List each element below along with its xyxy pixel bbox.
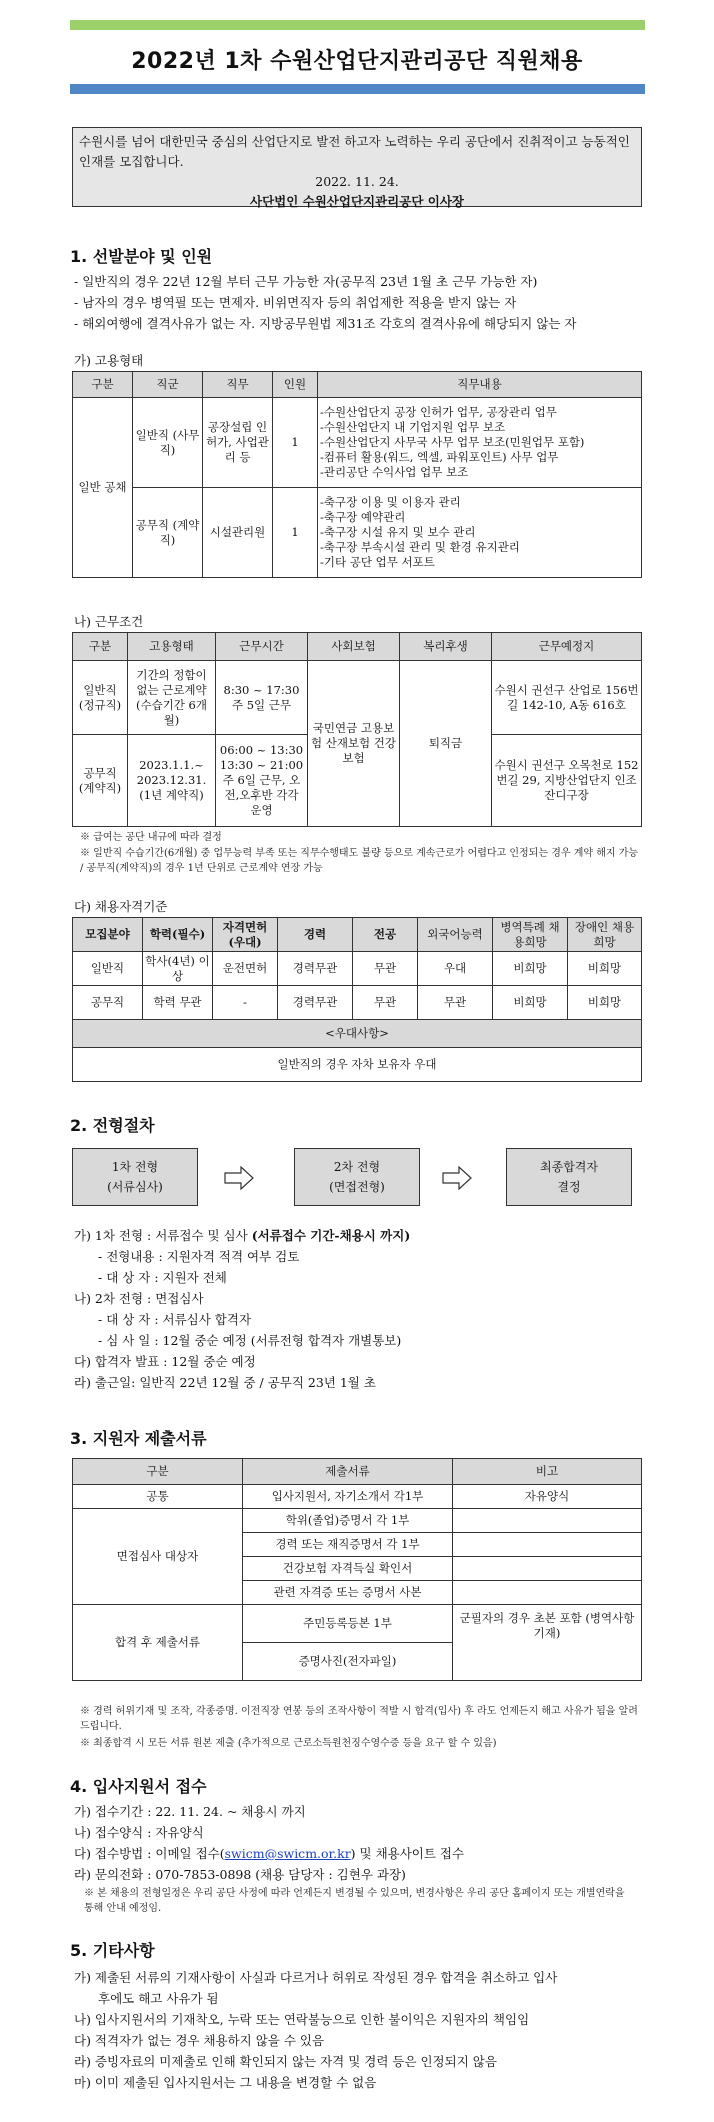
duty-line: -축구장 시설 유지 및 보수 관리 [320, 525, 476, 539]
qual-cell: 비희망 [493, 986, 568, 1020]
section-2-heading: 2. 전형절차 [70, 1116, 155, 1135]
s2-line-text: 가) 1차 전형 : 서류접수 및 심사 [74, 1228, 252, 1243]
misc-item: 라) 증빙자료의 미제출로 인해 확인되지 않는 자격 및 경력 등은 인정되지 않음 [74, 2054, 497, 2069]
duty-line: -컴퓨터 활용(워드, 엑셀, 파워포인트) 사무 업무 [320, 450, 559, 464]
duty-line: -기타 공단 업무 서포트 [320, 555, 435, 569]
work-form-cell: 기간의 정함이 없는 근로계약 (수습기간 6개월) [128, 661, 216, 735]
duty-line: -축구장 부속시설 관리 및 환경 유지관리 [320, 540, 520, 554]
doc-note-cell: 군필자의 경우 초본 포함 (병역사항 기재) [453, 1605, 642, 1681]
duty-line: -수원산업단지 사무국 사무 업무 보조(민원업무 포함) [320, 435, 585, 449]
job-type-cell: 공무직 (계약직) [133, 488, 203, 578]
group-cell: 일반 공채 [73, 398, 133, 578]
s1-bullet: - 해외여행에 결격사유가 없는 자. 지방공무원법 제31조 각호의 결격사유에 해당되지 않는 자 [74, 316, 577, 331]
arrow-right-icon [224, 1166, 254, 1190]
work-label: 나) 근무조건 [74, 614, 144, 629]
qual-cell: 학사(4년) 이상 [143, 952, 213, 986]
count-cell: 1 [273, 398, 318, 488]
qual-cell: 운전면허 [213, 952, 278, 986]
s1-bullet: - 남자의 경우 병역필 또는 면제자. 비위면직자 등의 취업제한 적용을 받지 않는 자 [74, 295, 517, 310]
misc-item: 마) 이미 제출된 입사지원서는 그 내용을 변경할 수 없음 [74, 2075, 377, 2090]
welfare-cell: 퇴직금 [400, 661, 492, 827]
s2-line: - 심 사 일 : 12월 중순 예정 (서류전형 합격자 개별통보) [98, 1333, 402, 1348]
section-4-heading: 4. 입사지원서 접수 [70, 1777, 207, 1796]
section-1-heading: 1. 선발분야 및 인원 [70, 247, 213, 266]
work-form-cell: 2023.1.1.~ 2023.12.31. (1년 계약직) [128, 735, 216, 827]
duty-line: -수원산업단지 공장 인허가 업무, 공장관리 업무 [320, 405, 557, 419]
job-type-cell: 일반직 (사무직) [133, 398, 203, 488]
work-hours-cell: 06:00 ~ 13:30 13:30 ~ 21:00 주 6일 근무, 오전,오후반 각각 운영 [216, 735, 308, 827]
documents-table [72, 1458, 642, 1681]
employment-label: 가) 고용형태 [74, 353, 144, 368]
th-cell: 모집분야 [73, 918, 143, 952]
doc-cell: 증명사진(전자파일) [243, 1643, 453, 1681]
s2-line: - 전형내용 : 지원자격 적격 여부 검토 [98, 1249, 300, 1264]
qual-cell: 무관 [353, 986, 418, 1020]
doc-cell: 건강보험 자격득실 확인서 [243, 1557, 453, 1581]
qual-cell: 비희망 [568, 986, 642, 1020]
th-cell: 직군 [133, 372, 203, 398]
th-cell: 직무 [203, 372, 273, 398]
th-cell: 고용형태 [128, 633, 216, 661]
doc-group-cell: 면접심사 대상자 [73, 1509, 243, 1605]
duty-line: -축구장 이용 및 이용자 관리 [320, 495, 461, 509]
th-cell: 사회보험 [308, 633, 400, 661]
qual-cell: 학력 무관 [143, 986, 213, 1020]
s2-line: 나) 2차 전형 : 면접심사 [74, 1291, 204, 1306]
documents-note: ※ 경력 허위기재 및 조작, 각종증명. 이전직장 연봉 등의 조작사항이 적발 시 합격(입사) 후 라도 언제든지 해고 사유가 됨을 알려 드립니다. [80, 1706, 638, 1732]
doc-cell: 학위(졸업)증명서 각 1부 [243, 1509, 453, 1533]
th-cell: 자격면허 (우대) [213, 918, 278, 952]
s2-line: - 대 상 자 : 서류심사 합격자 [98, 1312, 252, 1327]
duty-line: -수원산업단지 내 기업지원 업무 보조 [320, 420, 506, 434]
doc-note-cell [453, 1557, 642, 1581]
work-type-cell: 일반직 (정규직) [73, 661, 128, 735]
th-cell: 장애인 채용희망 [568, 918, 642, 952]
duties-cell [318, 488, 642, 578]
doc-cell: 경력 또는 재직증명서 각 1부 [243, 1533, 453, 1557]
section-5-heading: 5. 기타사항 [70, 1941, 155, 1960]
section-3-heading: 3. 지원자 제출서류 [70, 1429, 207, 1448]
qual-cell: 우대 [418, 952, 493, 986]
th-cell: 병역특례 채용희망 [493, 918, 568, 952]
qual-cell: 일반직 [73, 952, 143, 986]
work-type-cell: 공무직 (계약직) [73, 735, 128, 827]
work-place-cell: 수원시 권선구 산업로 156번길 142-10, A동 616호 [492, 661, 642, 735]
doc-note-cell [453, 1509, 642, 1533]
employment-table [72, 371, 642, 578]
apply-form: 나) 접수양식 : 자유양식 [74, 1825, 204, 1840]
intro-text: 수원시를 넘어 대한민국 중심의 산업단지로 발전 하고자 노력하는 우리 공단에서 진취적이고 능동적인 인재를 모집합니다. [79, 134, 630, 169]
flow-step-title: 2차 전형 [333, 1160, 381, 1174]
th-cell: 전공 [353, 918, 418, 952]
preference-text: 일반직의 경우 자차 보유자 우대 [73, 1048, 642, 1082]
th-cell: 경력 [278, 918, 353, 952]
email-link[interactable]: swicm@swicm.or.kr [224, 1846, 351, 1861]
doc-group-cell: 공통 [73, 1485, 243, 1509]
qualification-label: 다) 채용자격기준 [74, 899, 168, 914]
apply-contact: 라) 문의전화 : 070-7853-0898 (채용 담당자 : 김현우 과장) [74, 1867, 406, 1882]
job-cell: 공장설립 인허가, 사업관리 등 [203, 398, 273, 488]
th-cell: 구분 [73, 372, 133, 398]
th-cell: 근무시간 [216, 633, 308, 661]
s1-bullet: - 일반직의 경우 22년 12월 부터 근무 가능한 자(공무직 23년 1월 초 근무 가능한 자) [74, 274, 538, 289]
th-cell: 근무예정지 [492, 633, 642, 661]
insurance-cell: 국민연금 고용보험 산재보험 건강보험 [308, 661, 400, 827]
th-cell: 복리후생 [400, 633, 492, 661]
intro-signature: 사단법인 수원산업단지관리공단 이사장 [250, 194, 464, 209]
flow-step-subtitle: 결정 [557, 1180, 581, 1194]
doc-note-cell [453, 1533, 642, 1557]
qualification-table [72, 917, 642, 1082]
work-note: ※ 급여는 공단 내규에 따라 결정 [80, 832, 222, 843]
flow-step-2 [294, 1148, 420, 1206]
th-cell: 제출서류 [243, 1459, 453, 1485]
doc-note-cell: 자유양식 [453, 1485, 642, 1509]
intro-box [72, 127, 642, 207]
misc-item: 나) 입사지원서의 기재착오, 누락 또는 연락불능으로 인한 불이익은 지원자의 책임임 [74, 2012, 530, 2027]
s2-line: 다) 합격자 발표 : 12월 중순 예정 [74, 1354, 256, 1369]
qual-cell: 공무직 [73, 986, 143, 1020]
documents-note: ※ 최종합격 시 모든 서류 원본 제출 (추가적으로 근로소득원천징수영수증 등을 요구 할 수 있음) [80, 1738, 497, 1749]
misc-item: 후에도 해고 사유가 됨 [98, 1991, 219, 2006]
apply-method [74, 1844, 464, 1862]
top-blue-bar [70, 84, 645, 94]
qual-cell: 무관 [418, 986, 493, 1020]
flow-step-1 [72, 1148, 198, 1206]
doc-cell: 입사지원서, 자기소개서 각1부 [243, 1485, 453, 1509]
s2-line: - 대 상 자 : 지원자 전체 [98, 1270, 227, 1285]
job-cell: 시설관리원 [203, 488, 273, 578]
flow-step-subtitle: (면접전형) [329, 1180, 385, 1194]
th-cell: 구분 [73, 633, 128, 661]
page-title: 2022년 1차 수원산업단지관리공단 직원채용 [131, 49, 583, 74]
preference-title: <우대사항> [73, 1020, 642, 1048]
apply-method-suffix: ) 및 채용사이트 접수 [350, 1846, 465, 1861]
apply-note: ※ 본 채용의 전형일정은 우리 공단 사정에 따라 언제든지 변경될 수 있으며, 변경사항은 우리 공단 홈페이지 또는 개별연락을 통해 안내 예정임. [84, 1888, 625, 1914]
apply-method-prefix: 다) 접수방법 : 이메일 접수( [74, 1846, 225, 1861]
th-cell: 인원 [273, 372, 318, 398]
qual-cell: 무관 [353, 952, 418, 986]
qual-cell: 비희망 [493, 952, 568, 986]
th-cell: 외국어능력 [418, 918, 493, 952]
duty-line: -축구장 예약관리 [320, 510, 406, 524]
work-note: ※ 일반직 수습기간(6개월) 중 업무능력 부족 또는 직무수행태도 불량 등으로 계속근로가 어렵다고 인정되는 경우 계약 해지 가능 / 공무직(계약직)의 경우 1년 단위로 근로계약 연장 가능 [80, 848, 639, 874]
qual-cell: - [213, 986, 278, 1020]
doc-group-cell: 합격 후 제출서류 [73, 1605, 243, 1681]
work-table [72, 632, 642, 827]
flow-step-3 [506, 1148, 632, 1206]
th-cell: 직무내용 [318, 372, 642, 398]
misc-item: 다) 적격자가 없는 경우 채용하지 않을 수 있음 [74, 2033, 325, 2048]
flow-step-title: 최종합격자 [540, 1160, 598, 1174]
s2-line-bold: (서류접수 기간-채용시 까지) [251, 1228, 411, 1243]
duty-line: -관리공단 수익사업 업무 보조 [320, 465, 469, 479]
apply-period: 가) 접수기간 : 22. 11. 24. ~ 채용시 까지 [74, 1804, 306, 1819]
doc-note-cell [453, 1581, 642, 1605]
work-hours-cell: 8:30 ~ 17:30 주 5일 근무 [216, 661, 308, 735]
intro-date: 2022. 11. 24. [315, 174, 399, 189]
qual-cell: 비희망 [568, 952, 642, 986]
doc-cell: 관련 자격증 또는 증명서 사본 [243, 1581, 453, 1605]
th-cell: 학력(필수) [143, 918, 213, 952]
top-green-bar [70, 20, 645, 30]
flow-step-subtitle: (서류심사) [107, 1180, 163, 1194]
duties-cell [318, 398, 642, 488]
work-place-cell: 수원시 권선구 오목천로 152번길 29, 지방산업단지 인조잔디구장 [492, 735, 642, 827]
count-cell: 1 [273, 488, 318, 578]
s2-line: 라) 출근일: 일반직 22년 12월 중 / 공무직 23년 1월 초 [74, 1375, 376, 1390]
th-cell: 구분 [73, 1459, 243, 1485]
s2-line [74, 1226, 410, 1244]
doc-cell: 주민등록등본 1부 [243, 1605, 453, 1643]
qual-cell: 경력무관 [278, 986, 353, 1020]
flow-step-title: 1차 전형 [111, 1160, 159, 1174]
misc-item: 가) 제출된 서류의 기재사항이 사실과 다르거나 허위로 작성된 경우 합격을 취소하고 입사 [74, 1970, 558, 1985]
qual-cell: 경력무관 [278, 952, 353, 986]
th-cell: 비고 [453, 1459, 642, 1485]
arrow-right-icon [442, 1166, 472, 1190]
